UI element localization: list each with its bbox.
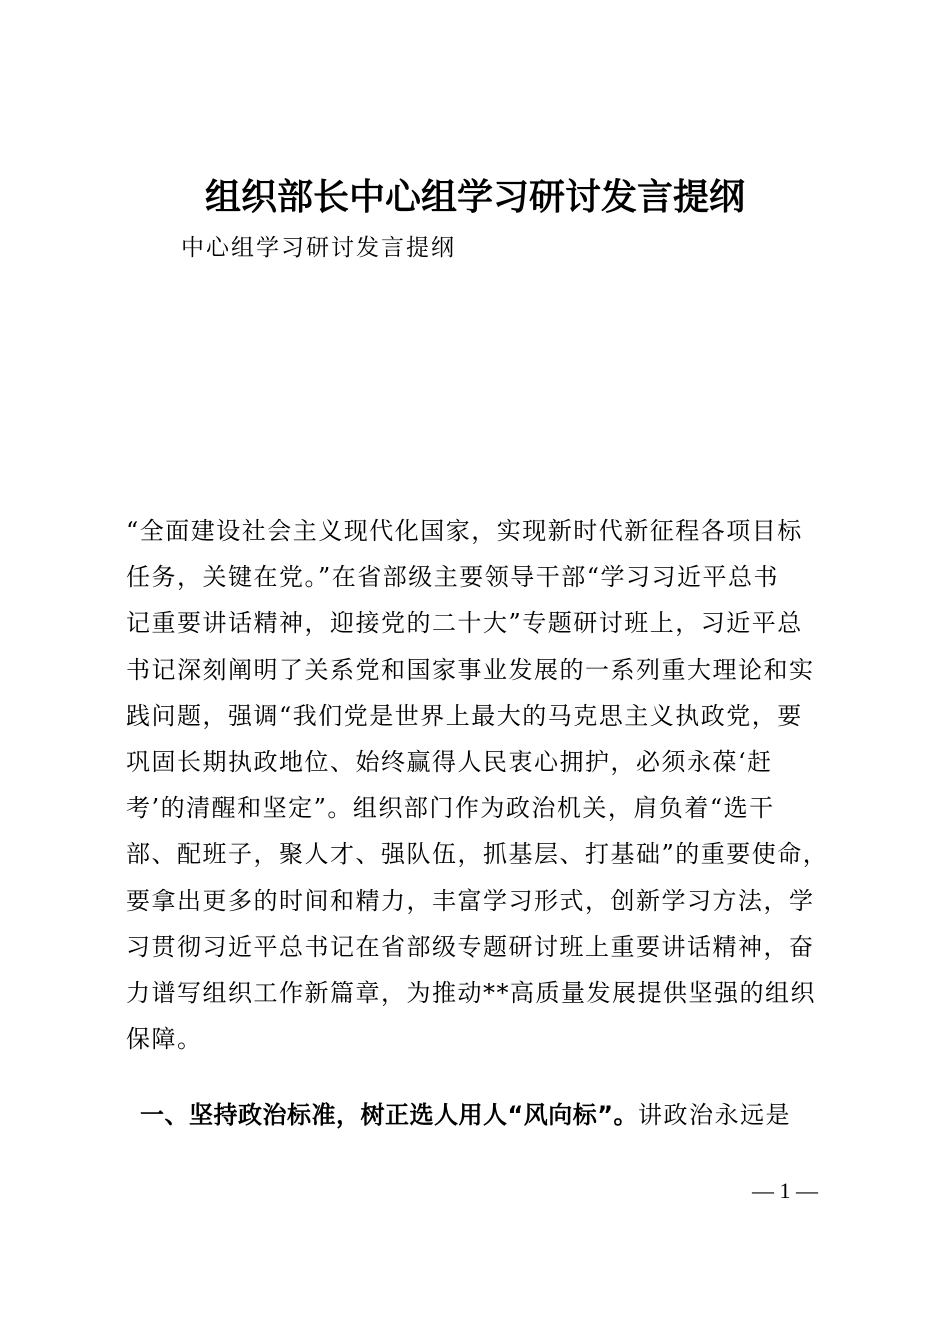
paragraph-line: 任务，关键在党。”在省部级主要领导干部“学习习近平总书	[126, 563, 780, 592]
intro-paragraph	[126, 508, 832, 1062]
paragraph-line: 考’的清醒和坚定”。组织部门作为政治机关，肩负着“选干	[126, 794, 775, 823]
paragraph-line: 记重要讲话精神，迎接党的二十大”专题研讨班上，习近平总	[126, 609, 803, 638]
paragraph-line: 保障。	[126, 1025, 203, 1054]
paragraph-line: 要拿出更多的时间和精力，丰富学习形式，创新学习方法，学	[126, 886, 815, 915]
document-title: 组织部长中心组学习研讨发言提纲	[204, 176, 745, 218]
page-number: — 1 —	[752, 1178, 818, 1203]
paragraph-line: 巩固长期执政地位、始终赢得人民衷心拥护，必须永葆‘赶	[126, 747, 773, 776]
section-one-heading: 一、坚持政治标准，树正选人用人“风向标”。	[140, 1101, 639, 1129]
document-subtitle: 中心组学习研讨发言提纲	[181, 235, 456, 261]
paragraph-line: 书记深刻阐明了关系党和国家事业发展的一系列重大理论和实	[126, 655, 815, 684]
paragraph-line: “全面建设社会主义现代化国家，实现新时代新征程各项目标	[126, 517, 803, 545]
paragraph-line: 践问题，强调“我们党是世界上最大的马克思主义执政党，要	[126, 701, 803, 730]
paragraph-line: 力谱写组织工作新篇章，为推动**高质量发展提供坚强的组织	[126, 978, 816, 1007]
section-one-line	[140, 1092, 840, 1138]
paragraph-line: 部、配班子，聚人才、强队伍，抓基层、打基础”的重要使命，	[126, 840, 829, 869]
section-one-text: 讲政治永远是	[638, 1101, 792, 1129]
paragraph-line: 习贯彻习近平总书记在省部级专题研讨班上重要讲话精神，奋	[126, 932, 815, 961]
